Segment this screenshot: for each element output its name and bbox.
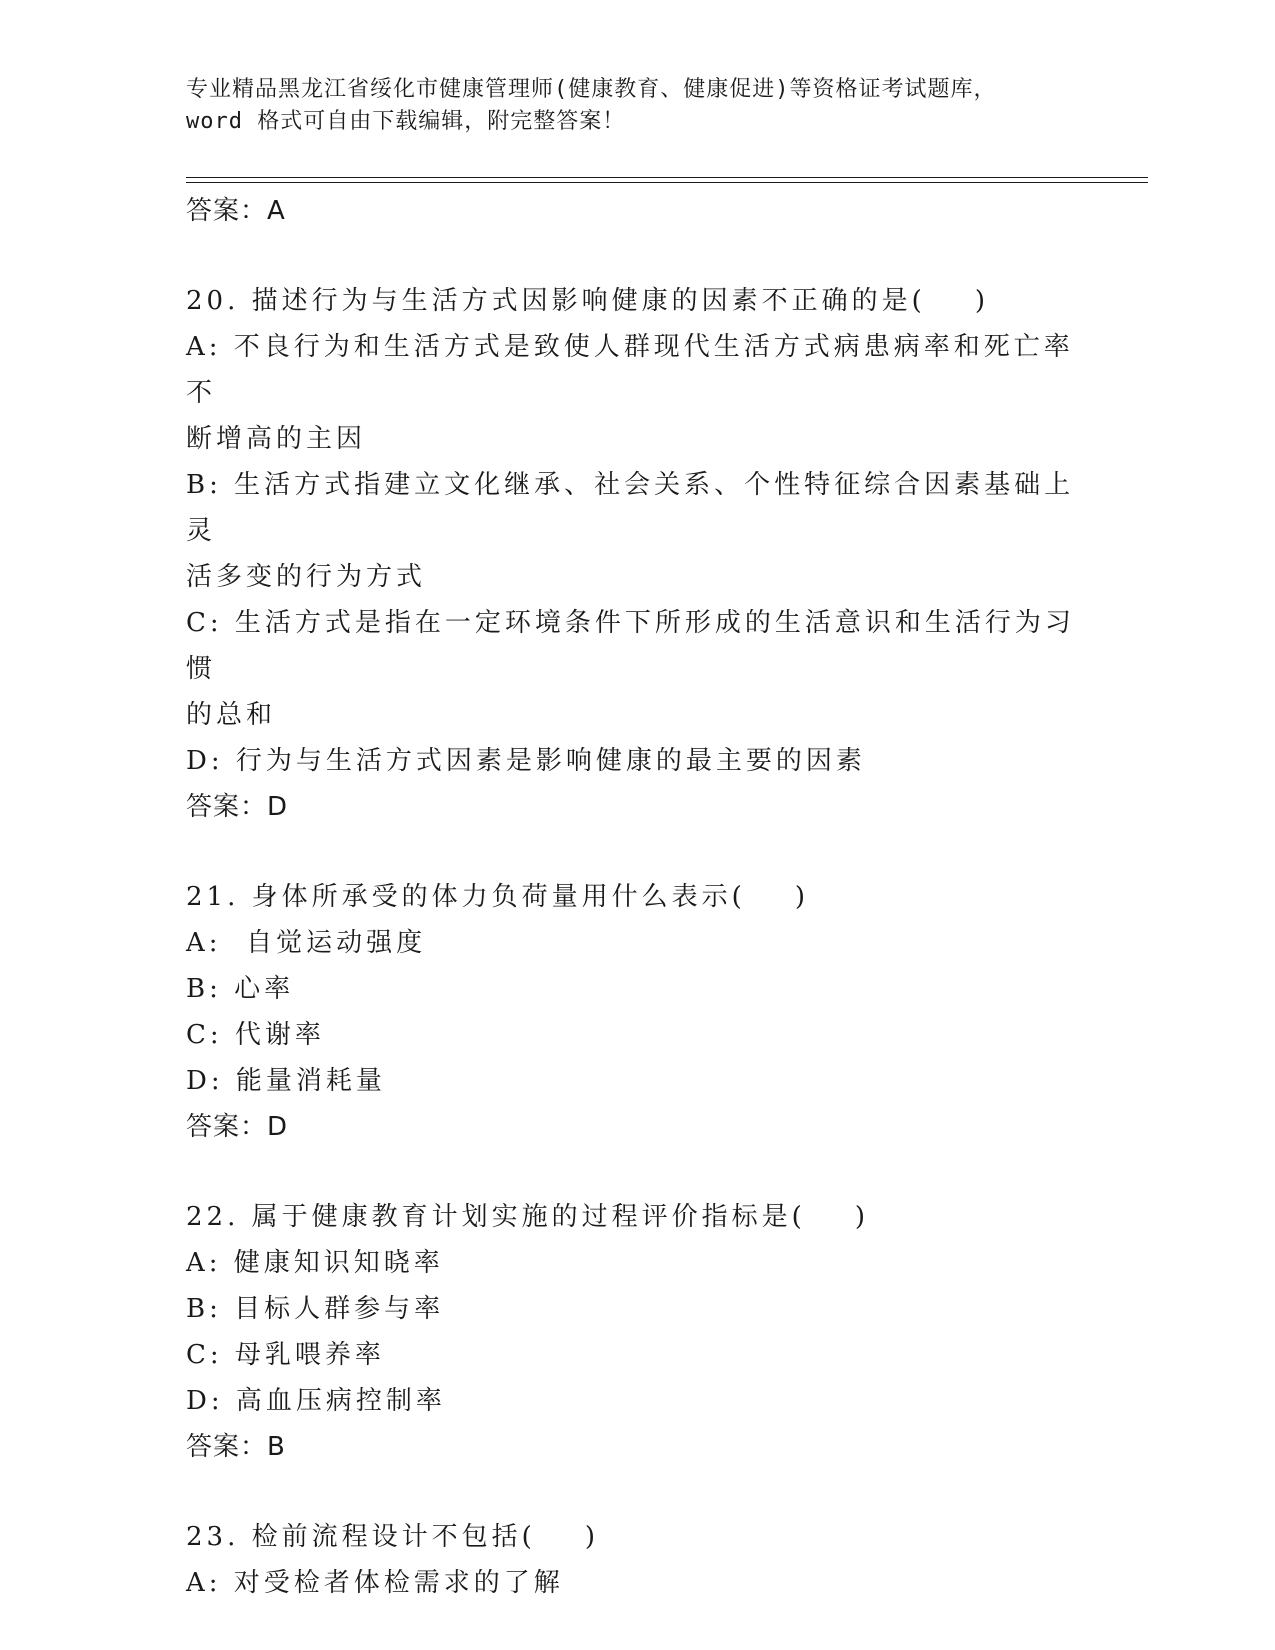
option-line: B: 心率 xyxy=(186,974,295,1004)
question-title: 20. 描述行为与生活方式因影响健康的因素不正确的是( ) xyxy=(186,286,989,316)
option-line: 的总和 xyxy=(186,700,277,730)
option-line: 断增高的主因 xyxy=(186,424,367,454)
option-line: B: 目标人群参与率 xyxy=(186,1294,445,1324)
question-title: 21. 身体所承受的体力负荷量用什么表示( ) xyxy=(186,882,809,912)
question-list xyxy=(186,188,1086,1606)
answer-line: 答案：B xyxy=(186,1432,286,1462)
answer-line: 答案：A xyxy=(186,196,286,226)
answer-line: 答案：D xyxy=(186,792,289,822)
question-23 xyxy=(186,1514,1086,1606)
question-title: 22. 属于健康教育计划实施的过程评价指标是( ) xyxy=(186,1202,869,1232)
question-22 xyxy=(186,1194,1086,1470)
option-line: A: 不良行为和生活方式是致使人群现代生活方式病患病率和死亡率不 xyxy=(186,332,1074,408)
option-line: A: 对受检者体检需求的了解 xyxy=(186,1568,564,1598)
option-line: C: 生活方式是指在一定环境条件下所形成的生活意识和生活行为习惯 xyxy=(186,608,1075,684)
option-line: C: 代谢率 xyxy=(186,1020,325,1050)
question-20 xyxy=(186,278,1086,830)
header-line-2: word 格式可自由下载编辑，附完整答案！ xyxy=(186,109,626,134)
option-line: C: 母乳喂养率 xyxy=(186,1340,385,1370)
option-line: D: 行为与生活方式因素是影响健康的最主要的因素 xyxy=(186,746,866,776)
option-line: 活多变的行为方式 xyxy=(186,562,427,592)
option-line: B: 生活方式指建立文化继承、社会关系、个性特征综合因素基础上灵 xyxy=(186,470,1075,546)
option-line: A: 健康知识知晓率 xyxy=(186,1248,444,1278)
header-rule-bottom xyxy=(186,182,1148,183)
question-title: 23. 检前流程设计不包括( ) xyxy=(186,1522,599,1552)
question-21 xyxy=(186,874,1086,1150)
header-rule-top xyxy=(186,177,1148,178)
header-line-1: 专业精品黑龙江省绥化市健康管理师(健康教育、健康促进)等资格证考试题库， xyxy=(186,77,997,102)
document-header xyxy=(186,74,1086,138)
option-line: D: 能量消耗量 xyxy=(186,1066,386,1096)
option-line: A: 自觉运动强度 xyxy=(186,928,427,958)
answer-line: 答案：D xyxy=(186,1112,289,1142)
option-line: D: 高血压病控制率 xyxy=(186,1386,446,1416)
